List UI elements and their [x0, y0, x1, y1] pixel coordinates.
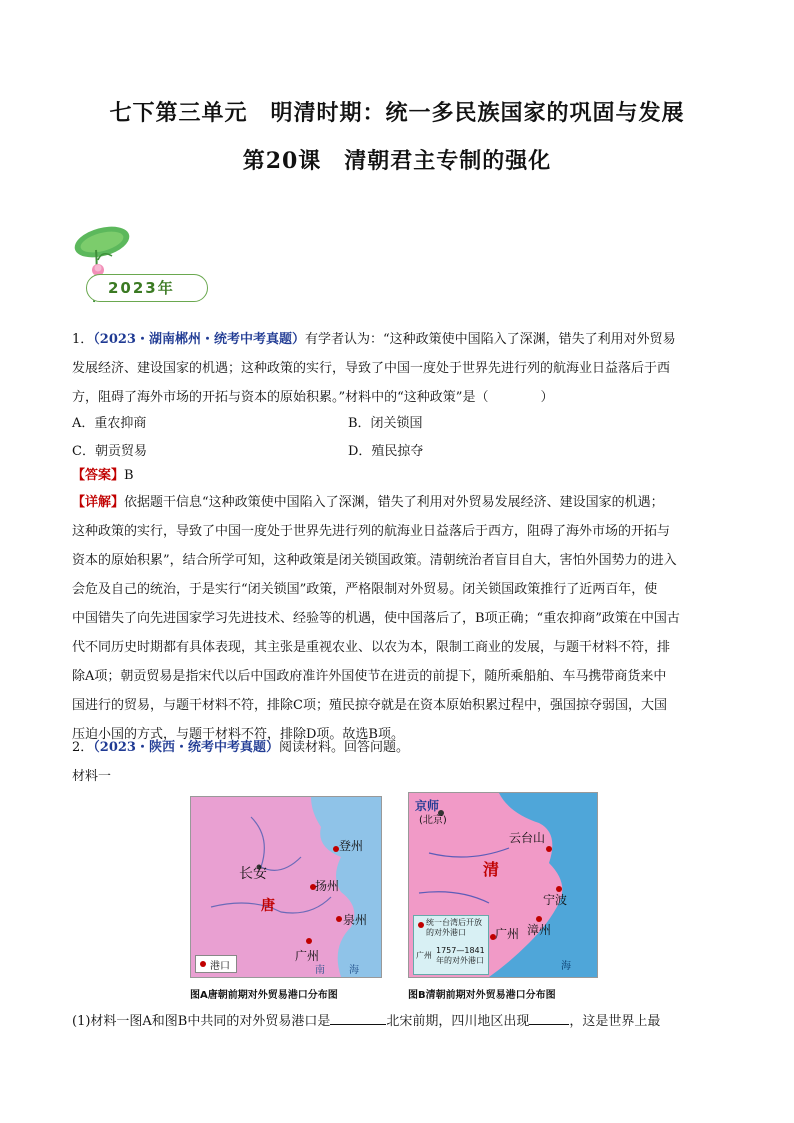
map-label: 漳州 [527, 923, 552, 937]
map-b-legend [413, 915, 489, 975]
legend-label: 港口 [210, 961, 230, 972]
detail-line: 压迫小国的方式，与题干材料不符，排除D项。故选B项。 [72, 727, 404, 742]
answer-value: B [124, 468, 134, 483]
year-section-badge [68, 220, 218, 310]
map-b-figure [408, 792, 598, 1006]
map-label: (北京) [419, 815, 447, 826]
year-label: 2023年 [108, 279, 175, 297]
map-label: 广州 [295, 949, 320, 963]
question-source: （2023・湖南郴州・统考中考真题） [93, 332, 305, 347]
detail-tag: 【详解】 [72, 495, 125, 510]
sub-question-text: (1)材料一图A和图B中共同的对外贸易港口是 [72, 1014, 331, 1029]
question-source: （2023・陕西・统考中考真题） [93, 740, 279, 755]
sub-question-1 [72, 1007, 732, 1036]
legend-label: 1757—1841年的对外港口 [436, 946, 485, 965]
stem-line: 方，阻碍了海外市场的开拓与资本的原始积累。”材料中的“这种政策”是（ ） [72, 390, 554, 405]
question-2-stem [72, 733, 732, 791]
answer-blank[interactable] [529, 1010, 569, 1025]
detail-line: 资本的原始积累”，结合所学可知，这种政策是闭关锁国政策。清朝统治者盲目自大，害怕外国势力的进入 [72, 553, 677, 568]
map-label: 云台山 [509, 831, 546, 845]
option-b: B．闭关锁国 [348, 416, 423, 431]
port-dot-icon [200, 961, 206, 967]
map-label: 南 [315, 965, 325, 976]
sub-question-text: 北宋前期，四川地区出现 [386, 1014, 530, 1029]
detail-line: 这种政策的实行，导致了中国一度处于世界先进行列的航海业日益落后于西方，阻碍了海外市场的开拓与 [72, 524, 671, 539]
answer-tag: 【答案】 [72, 468, 125, 483]
option-d: D．殖民掠夺 [348, 444, 424, 459]
detail-line: 中国错失了向先进国家学习先进技术、经验等的机遇，使中国落后了，B项正确；“重农抑商”政策在中国古 [72, 611, 680, 626]
legend-label: 统一台湾后开放的对外港口 [426, 918, 482, 937]
option-a: A．重农抑商 [72, 416, 147, 431]
map-b-image [408, 792, 598, 978]
detail-line: 依据题干信息“这种政策使中国陷入了深渊，错失了利用对外贸易发展经济、建设国家的机遇； [124, 495, 664, 510]
map-a-figure [190, 796, 382, 1006]
detail-line: 除A项；朝贡贸易是指宋代以后中国政府准许外国使节在进贡的前提下，随所乘船舶、车马携带商货来中 [72, 669, 667, 684]
map-label: 海 [561, 961, 571, 972]
question-number: 2． [72, 740, 94, 755]
map-label: 登州 [339, 839, 364, 853]
map-label: 京师 [415, 799, 440, 813]
stem-line: 有学者认为：“这种政策使中国陷入了深渊，错失了利用对外贸易 [304, 332, 676, 347]
question-1-stem [72, 325, 732, 412]
stem-line: 发展经济、建设国家的机遇；这种政策的实行，导致了中国一度处于世界先进行列的航海业日益落后于西 [72, 361, 671, 376]
map-label: 扬州 [315, 879, 340, 893]
detail-line: 国进行的贸易，与题干材料不符，排除C项；殖民掠夺就是在资本原始积累过程中，强国掠夺弱国，大国 [72, 698, 667, 713]
map-label: 长安 [239, 866, 267, 882]
detail-line: 会危及自己的统治，于是实行“闭关锁国”政策，严格限制对外贸易。闭关锁国政策推行了近两百年，使 [72, 582, 658, 597]
map-b-caption: 图B清朝前期对外贸易港口分布图 [408, 990, 556, 1001]
map-a-caption: 图A唐朝前期对外贸易港口分布图 [190, 990, 338, 1001]
port-dot-icon [418, 922, 424, 928]
map-label: 清 [483, 860, 500, 879]
answer-blank[interactable] [330, 1010, 386, 1025]
legend-label: 广州 [416, 951, 432, 960]
map-a-legend [195, 955, 237, 973]
map-label: 宁波 [543, 893, 568, 907]
answer-block [72, 461, 732, 490]
detail-line: 代不同历史时期都有具体表现，其主张是重视农业、以农为本，限制工商业的发展，与题干材料不符，排 [72, 640, 671, 655]
map-a-image [190, 796, 382, 978]
unit-title: 七下第三单元 明清时期：统一多民族国家的巩固与发展 [109, 100, 685, 126]
map-label: 广州 [495, 927, 520, 941]
map-label: 海 [349, 965, 359, 976]
map-label: 泉州 [343, 913, 368, 927]
option-c: C．朝贡贸易 [72, 444, 147, 459]
detail-block [72, 488, 732, 749]
material-label: 材料一 [72, 769, 112, 784]
lesson-title: 第20课 清朝君主专制的强化 [242, 148, 552, 174]
question-number: 1． [72, 332, 94, 347]
sub-question-text: ，这是世界上最 [569, 1014, 661, 1029]
question-stem: 阅读材料。回答问题。 [278, 740, 409, 755]
map-label: 唐 [261, 898, 275, 914]
